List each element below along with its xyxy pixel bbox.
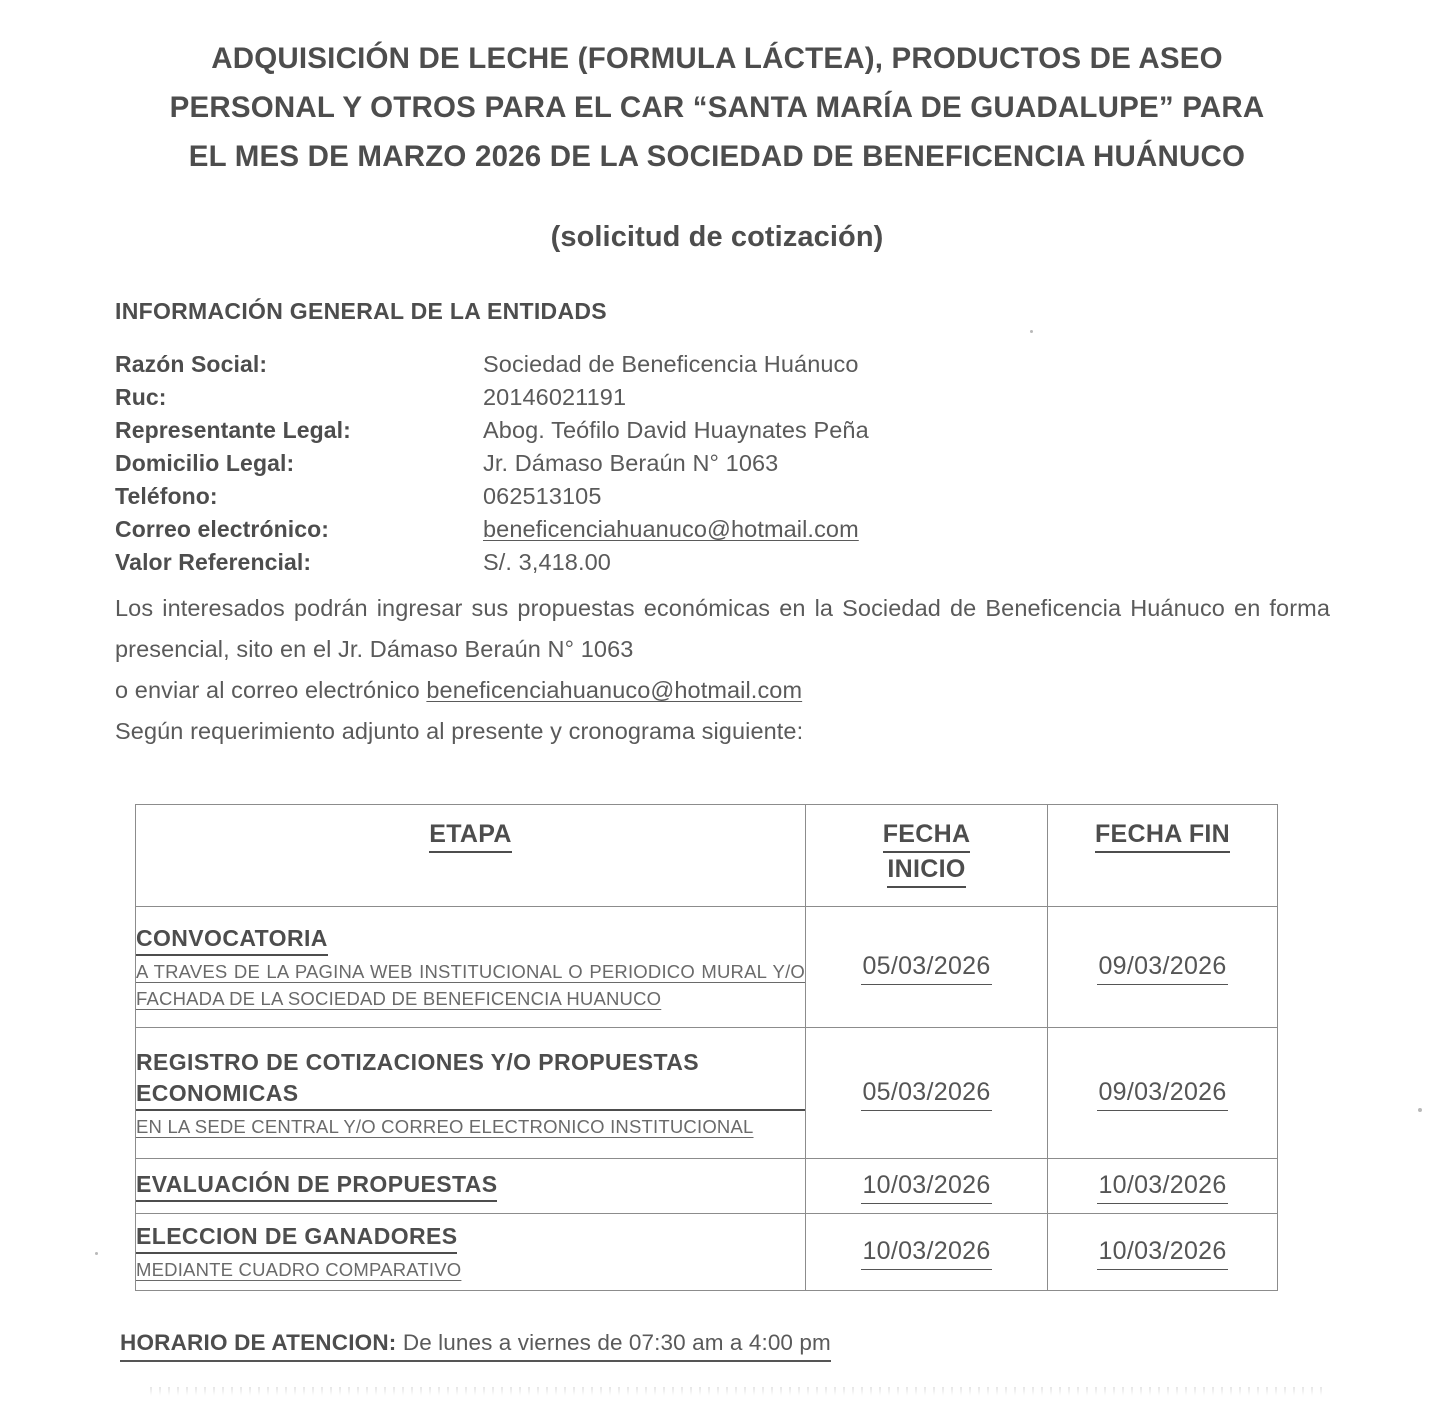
info-row-valor-referencial: [115, 549, 1434, 582]
cell-fecha-inicio: [806, 1028, 1048, 1159]
table-row: [136, 907, 1278, 1028]
column-header-fecha-fin-label: FECHA FIN: [1095, 818, 1230, 853]
date-value: 05/03/2026: [861, 1076, 991, 1111]
date-value: 10/03/2026: [1097, 1169, 1227, 1204]
date-value: 10/03/2026: [861, 1235, 991, 1270]
info-row-correo-electronico: [115, 516, 1434, 549]
intro-text-main: Los interesados podrán ingresar sus propuestas económicas en la Sociedad de Beneficencia Huánuco en forma presencial, sito en el Jr. Dámaso Beraún N° 1063: [115, 595, 1330, 662]
column-header-fecha-inicio-line1: FECHA: [883, 818, 971, 853]
cell-fecha-inicio: [806, 907, 1048, 1028]
cell-etapa: [136, 1028, 806, 1159]
footer-attention-hours: [0, 1291, 1434, 1362]
document-subtitle: (solicitud de cotización): [550, 221, 884, 253]
cell-fecha-inicio: [806, 1214, 1048, 1291]
stage-title: EVALUACIÓN DE PROPUESTAS: [136, 1169, 497, 1202]
info-value: Jr. Dámaso Beraún N° 1063: [483, 450, 779, 476]
info-row-domicilio-legal: [115, 450, 1434, 483]
cell-fecha-inicio: [806, 1159, 1048, 1214]
cell-fecha-fin: [1048, 1159, 1278, 1214]
info-value: Sociedad de Beneficencia Huánuco: [483, 351, 859, 377]
date-value: 09/03/2026: [1097, 950, 1227, 985]
date-value: 09/03/2026: [1097, 1076, 1227, 1111]
info-value: S/. 3,418.00: [483, 549, 611, 575]
date-value: 10/03/2026: [1097, 1235, 1227, 1270]
stage-title: REGISTRO DE COTIZACIONES Y/O PROPUESTAS ECONOMICAS: [136, 1047, 805, 1111]
info-label: Valor Referencial:: [115, 549, 312, 575]
column-header-etapa-label: ETAPA: [429, 818, 512, 853]
section-heading-general-info: INFORMACIÓN GENERAL DE LA ENTIDADS: [115, 298, 607, 324]
footer-value: De lunes a viernes de 07:30 am a 4:00 pm: [396, 1330, 831, 1355]
cell-etapa: [136, 1214, 806, 1291]
cell-fecha-fin: [1048, 1214, 1278, 1291]
table-row: [136, 1028, 1278, 1159]
info-label: Ruc:: [115, 384, 167, 410]
info-label: Domicilio Legal:: [115, 450, 295, 476]
info-row-razon-social: [115, 351, 1434, 384]
stage-detail: MEDIANTE CUADRO COMPARATIVO: [136, 1259, 462, 1280]
info-value: 062513105: [483, 483, 602, 509]
info-row-telefono: [115, 483, 1434, 516]
cell-fecha-fin: [1048, 907, 1278, 1028]
stage-title: CONVOCATORIA: [136, 923, 328, 956]
info-label: Correo electrónico:: [115, 516, 330, 542]
info-label: Razón Social:: [115, 351, 268, 377]
intro-email-prefix: o enviar al correo electrónico: [115, 677, 427, 703]
schedule-table-container: [0, 752, 1434, 1291]
footer-label: HORARIO DE ATENCION:: [120, 1330, 397, 1355]
info-value: Abog. Teófilo David Huaynates Peña: [483, 417, 869, 443]
table-header-row: [136, 805, 1278, 907]
intro-text-email-line: [115, 670, 1330, 711]
email-link[interactable]: beneficenciahuanuco@hotmail.com: [483, 516, 859, 542]
scan-artifact-bottom: [150, 1387, 1324, 1397]
table-row: [136, 1159, 1278, 1214]
column-header-etapa: [136, 805, 806, 907]
cell-etapa: [136, 907, 806, 1028]
column-header-fecha-inicio: [806, 805, 1048, 907]
footer-underlined-group: [120, 1327, 831, 1362]
page-title: ADQUISICIÓN DE LECHE (FORMULA LÁCTEA), PRODUCTOS DE ASEO PERSONAL Y OTROS PARA EL CAR “SANTA MARÍA DE GUADALUPE” PARA EL MES DE MARZO 2026 DE LA SOCIEDAD DE BENEFICENCIA HUÁNUCO: [169, 42, 1265, 173]
info-row-ruc: [115, 384, 1434, 417]
date-value: 10/03/2026: [861, 1169, 991, 1204]
intro-text-closing: Según requerimiento adjunto al presente y cronograma siguiente:: [115, 718, 804, 744]
info-label: Teléfono:: [115, 483, 218, 509]
column-header-fecha-inicio-line2: INICIO: [887, 853, 965, 888]
email-link-inline[interactable]: beneficenciahuanuco@hotmail.com: [426, 677, 803, 703]
stage-detail: EN LA SEDE CENTRAL Y/O CORREO ELECTRONICO INSTITUCIONAL: [136, 1115, 754, 1137]
stage-detail: A TRAVES DE LA PAGINA WEB INSTITUCIONAL O PERIODICO MURAL Y/O FACHADA DE LA SOCIEDAD DE BENEFICENCIA HUANUCO: [136, 960, 805, 1009]
info-value: 20146021191: [483, 384, 627, 410]
cell-etapa: [136, 1159, 806, 1214]
cell-fecha-fin: [1048, 1028, 1278, 1159]
entity-info-list: [0, 325, 1434, 582]
column-header-fecha-fin: [1048, 805, 1278, 907]
schedule-table: [135, 804, 1278, 1291]
stage-title: ELECCION DE GANADORES: [136, 1221, 457, 1254]
intro-paragraph: [0, 582, 1434, 752]
table-row: [136, 1214, 1278, 1291]
date-value: 05/03/2026: [861, 950, 991, 985]
info-label: Representante Legal:: [115, 417, 351, 443]
info-row-representante-legal: [115, 417, 1434, 450]
